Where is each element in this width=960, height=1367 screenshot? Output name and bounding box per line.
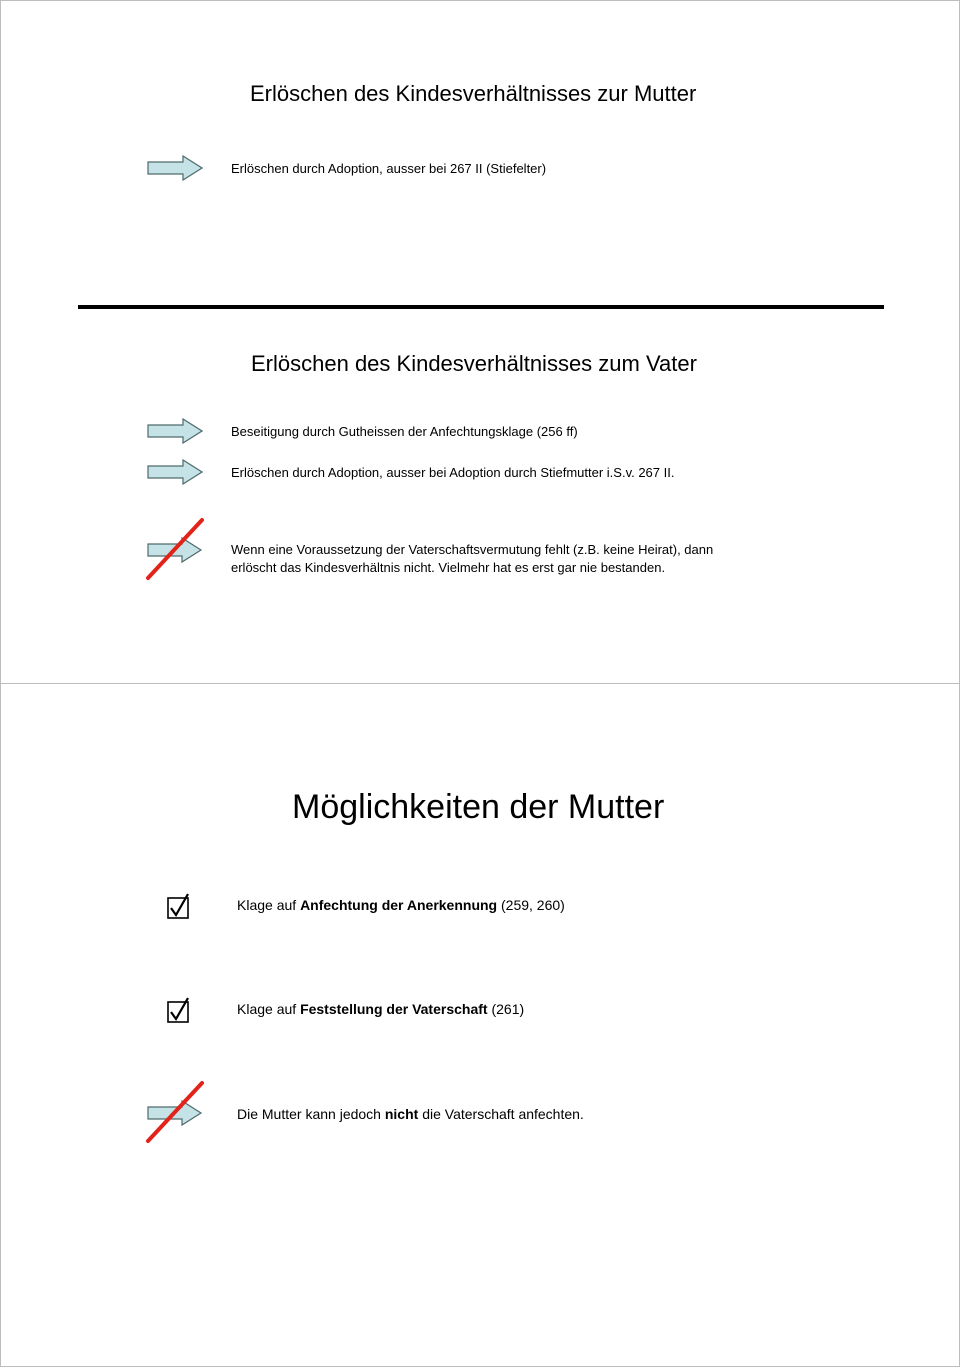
item-prefix: Die Mutter kann jedoch: [237, 1106, 385, 1122]
mutter-item-feststellung: [237, 999, 524, 1019]
item-prefix: Klage auf: [237, 897, 301, 913]
right-arrow-icon: [147, 418, 203, 444]
crossed-arrow-icon: [144, 517, 206, 581]
father-negative-line1: Wenn eine Voraussetzung der Vaterschaftsvermutung fehlt (z.B. keine Heirat), dann: [231, 542, 714, 557]
section-divider: [78, 305, 884, 309]
item-suffix: (259, 260): [497, 897, 565, 913]
father-negative-line2: erlöscht das Kindesverhältnis nicht. Vielmehr hat es erst gar nie bestanden.: [231, 560, 666, 575]
section-title-mother: Erlöschen des Kindesverhältnisses zur Mutter: [250, 81, 697, 106]
slide-title-mutter: Möglichkeiten der Mutter: [292, 788, 665, 826]
father-item-adoption: Erlöschen durch Adoption, ausser bei Adoption durch Stiefmutter i.S.v. 267 II.: [231, 465, 675, 480]
crossed-arrow-icon: [144, 1080, 206, 1144]
mother-item-adoption: Erlöschen durch Adoption, ausser bei 267 II (Stiefelter): [231, 161, 547, 176]
right-arrow-icon: [147, 155, 203, 181]
item-suffix: die Vaterschaft anfechten.: [418, 1106, 584, 1122]
item-prefix: Klage auf: [237, 1001, 301, 1017]
slide-2: [0, 683, 960, 1367]
mutter-item-anfechtung: [237, 895, 565, 915]
mutter-negative-item: [237, 1104, 584, 1124]
item-bold: Anfechtung der Anerkennung: [300, 897, 498, 913]
father-item-anfechtung: Beseitigung durch Gutheissen der Anfechtungsklage (256 ff): [231, 424, 578, 439]
checkbox-checked-icon: [166, 893, 192, 921]
item-suffix: (261): [487, 1001, 525, 1017]
right-arrow-icon: [147, 459, 203, 485]
item-bold: nicht: [384, 1106, 419, 1122]
item-bold: Feststellung der Vaterschaft: [300, 1001, 488, 1017]
checkbox-checked-icon: [166, 997, 192, 1025]
section-title-father: Erlöschen des Kindesverhältnisses zum Vater: [251, 351, 697, 376]
